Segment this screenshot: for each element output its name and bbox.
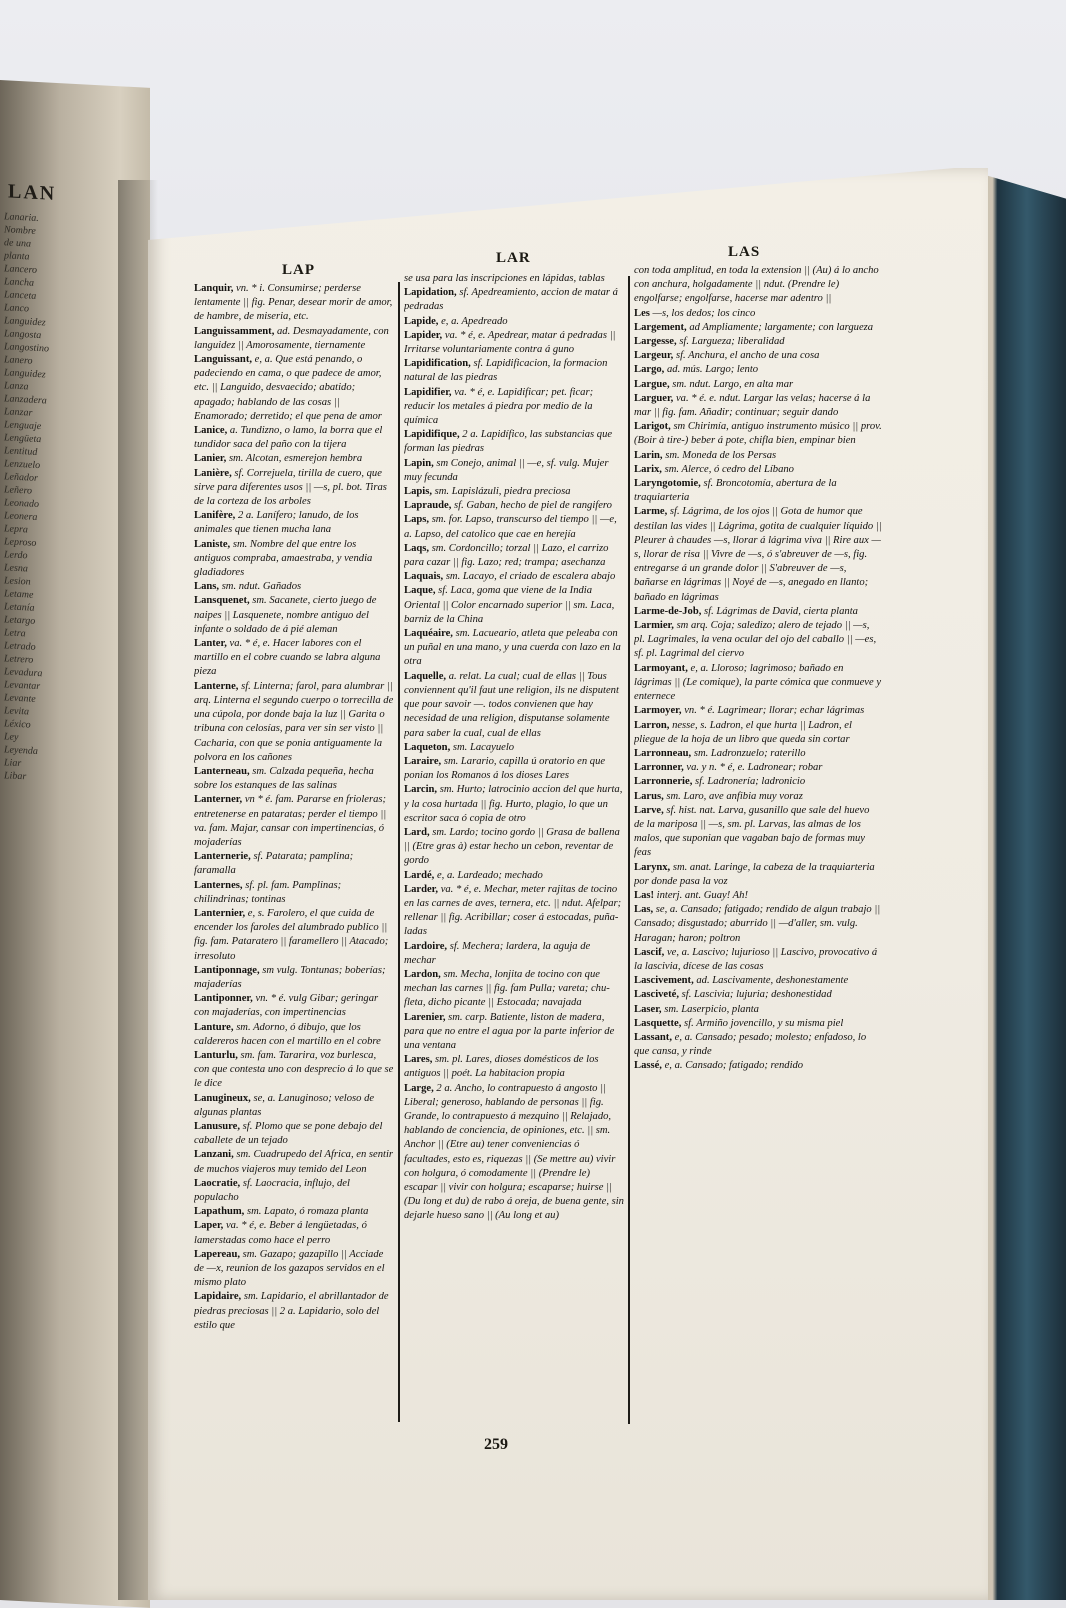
dictionary-entry (634, 1003, 882, 1017)
entry-headword: Lanice, (194, 425, 230, 437)
entry-definition: sf. Broncotomía, abertura de la traquiarteria (634, 478, 837, 504)
entry-headword: Larme-de-Job, (634, 605, 705, 617)
entry-headword: Lanier, (194, 453, 229, 465)
entry-headword: Lanterneau, (194, 765, 253, 777)
dictionary-entry (404, 329, 624, 357)
column-header-las: LAS (728, 244, 761, 260)
entry-definition: e, a. Lloroso; lagrimoso; bañado en lágrimas || (Le comique), la parte cómica que conmueve y enternece (634, 662, 882, 703)
dictionary-entry (404, 1011, 624, 1054)
entry-headword: Languissant, (194, 354, 255, 366)
entry-definition: sm. pl. Lares, dioses domésticos de los antiguos || poét. La habitacion propia (404, 1054, 599, 1080)
entry-headword: Lanusure, (194, 1120, 243, 1132)
entry-definition: sm. for. Lapso, transcurso del tiempo || —e, a. Lapso, del catolico que cae en herejía (404, 514, 617, 540)
entry-headword: Lardon, (404, 968, 444, 980)
entry-definition: sm. Lacayuelo (452, 741, 515, 753)
dictionary-entry (634, 378, 882, 392)
dictionary-entry (404, 741, 624, 755)
entry-headword: Lanter, (194, 638, 230, 650)
entry-definition: se, a. Cansado; fatigado; rendido de algun trabajo || Cansado; disgustado; aburrido || —d'aller, sm. vulg. Haragan; haron; poltron (634, 904, 881, 944)
entry-definition: sm Conejo, animal || —e, sf. vulg. Mujer muy fecunda (404, 457, 609, 483)
entry-headword: Lasciveté, (634, 989, 682, 1001)
dictionary-entry (634, 662, 882, 705)
entry-headword: Larcin, (404, 784, 440, 796)
dictionary-entry (634, 335, 882, 349)
entry-definition: sf. Plomo que se pone debajo del caballete de un tejado (194, 1120, 383, 1147)
entry-headword: Lapraude, (404, 500, 455, 512)
dictionary-entry (404, 386, 624, 429)
entry-headword: Lascif, (634, 946, 667, 958)
dictionary-entry (194, 424, 394, 452)
entry-headword: Lapidifique, (404, 429, 463, 441)
entry-definition: sm. Alcotan, esmerejon hembra (228, 453, 363, 465)
dictionary-entry (194, 1049, 394, 1092)
entry-definition: sf. Patarata; pamplina; faramalla (194, 851, 354, 877)
dictionary-entry (634, 861, 882, 889)
entry-definition: sf. Anchura, el ancho de una cosa (675, 350, 820, 362)
dictionary-entry (404, 826, 624, 869)
entry-definition: sm. Mecha, lonjita de tocino con que mechan las carnes || fig. fam Pulla; vareta; chufleta, dicho picante || Estocada; navajada (404, 968, 610, 1009)
dictionary-entry (194, 538, 394, 581)
entry-definition: sf. Lascivia; lujuria; deshonestidad (681, 989, 832, 1001)
entry-definition: sf. Gaban, hecho de piel de rangifero (454, 500, 612, 512)
dictionary-entry (634, 761, 882, 775)
entry-headword: Lanière, (194, 467, 235, 479)
entry-definition: sm. Lacueario, atleta que peleaba con un puñal en una mano, y una cuerda con lazo en la otra (404, 628, 621, 668)
dictionary-entry (194, 1177, 394, 1205)
dictionary-column-lar (404, 272, 624, 1424)
entry-definition: vn * é. fam. Pararse en frioleras; entretenerse en pataratas; perder el tiempo || va. fam. Majar, cansar con impertinencias, ó mojaderías (194, 794, 387, 848)
entry-definition: sm Chirimía, antiguo instrumento músico || prov. (Boir à tire-) beber á pote, chifla bien, empinar bien (634, 421, 882, 447)
entry-headword: Lanterne, (194, 680, 242, 692)
entry-definition: sm. Ladronzuelo; raterillo (693, 747, 806, 759)
entry-headword: Lapathum, (194, 1206, 247, 1218)
entry-headword: Lanternes, (194, 879, 246, 891)
dictionary-entry (404, 627, 624, 670)
entry-definition: se, a. Lanuginoso; veloso de algunas plantas (194, 1092, 375, 1118)
dictionary-entry (404, 457, 624, 485)
dictionary-entry (194, 1290, 394, 1333)
entry-definition: 2 a. Ancho, lo contrapuesto á angosto || Liberal; generoso, hablando de personas || fig. Grande, lo contrapuesto á mezquino || Relajado, hablando de conciencia, de opiniones, etc. || sm. Anchor || (Etre au) tener conveniencias ó facultades, esto es, riquezas || (Se mettre au) vivir con holgura, ó comodamente || (Prendre le) escapar || vivir con holgura; escaparse; huirse || (Du long et du) de rabo á oreja, de buena gente, sin dejarle hueso sano || (Au long et au) (404, 1082, 624, 1222)
entry-definition: sm. Moneda de los Persas (665, 449, 777, 461)
entry-definition: sf. Laca, goma que viene de la India Oriental || Color encarnado superior || sm. Laca, barniz de la China (404, 585, 615, 625)
dictionary-entry (194, 879, 394, 907)
entry-definition: sm. Laserpicio, planta (664, 1003, 759, 1015)
entry-definition: 2 a. Lapidífico, las substancias que forman las piedras (404, 429, 613, 455)
entry-definition: e, a. Lardeado; mechado (436, 869, 543, 881)
dictionary-entry (634, 605, 882, 619)
dictionary-entry (404, 286, 624, 314)
entry-headword: Lares, (404, 1054, 435, 1066)
dictionary-entry (634, 1017, 882, 1031)
entry-headword: Lantiponnage, (194, 964, 263, 976)
entry-definition: sm. anat. Laringe, la cabeza de la traquiarteria por donde pasa la voz (634, 861, 875, 887)
dictionary-entry (634, 307, 882, 321)
column-rule-1 (398, 282, 400, 1422)
left-page-text: Lanaria. Nombre de una planta Lancero Lancha Lanceta Lanco Languidez Langosta Langostino Lanero Languidez Lanza Lanzadera Lanzar Lenguaje Lengüeta Lentitud Lenzuelo Leñador Leñero Leonado Leonera Lepra Leproso Lerdo Lesna Lesion Letame Letanía Letargo Letra Letrado Letrero Levadura Levantar Levante Levita Léxico Ley Leyenda Liar Libar (4, 211, 50, 783)
entry-definition: sm. Lapato, ó romaza planta (246, 1206, 369, 1218)
entry-headword: Lapidaire, (194, 1291, 244, 1303)
entry-headword: Lard, (404, 826, 433, 838)
entry-definition: va. * é, e. Hacer labores con el martillo en el cobre cuando se labra alguna pieza (194, 638, 381, 678)
entry-definition: sm. Lapidario, el abrillantador de piedras preciosas || 2 a. Lapidario, solo del estilo que (194, 1291, 389, 1331)
dictionary-entry (194, 793, 394, 850)
entry-definition: sm. Lacayo, el criado de escalera abajo (445, 571, 616, 583)
entry-definition: con toda amplitud, en toda la extension || (Au) á lo ancho con anchura, holgadamente || ndut. (Prendre le) engolfarse; engolfarse, hacerse mar adentro || (634, 265, 879, 305)
entry-definition: va. * é, e. Beber á lengüetadas, ó lamerstadas como hace el perro (194, 1220, 367, 1246)
entry-headword: Laraire, (404, 755, 444, 767)
entry-headword: Laryngotomie, (634, 478, 704, 490)
entry-headword: Lapidification, (404, 358, 474, 370)
entry-headword: Larronneau, (634, 747, 694, 759)
dictionary-entry (634, 420, 882, 448)
entry-headword: Laper, (194, 1220, 226, 1232)
entry-headword: Laquéaire, (404, 628, 456, 640)
dictionary-entry (194, 452, 394, 466)
entry-headword: Larigot, (634, 421, 674, 433)
dictionary-entry (634, 946, 882, 974)
entry-definition: sm. Larario, capilla ú oratorio en que ponian los Romanos á los dioses Lares (404, 755, 606, 782)
entry-definition: e, a. Cansado; fatigado; rendido (664, 1060, 804, 1072)
entry-headword: Lapidifier, (404, 386, 455, 398)
dictionary-entry (194, 282, 394, 325)
dictionary-entry (634, 775, 882, 789)
entry-headword: Laqs, (404, 542, 432, 554)
dictionary-entry (194, 467, 394, 510)
dictionary-entry (634, 704, 882, 718)
dictionary-entry (404, 940, 624, 968)
entry-headword: Larus, (634, 790, 667, 802)
entry-headword: Larin, (634, 449, 666, 461)
dictionary-entry (404, 670, 624, 741)
entry-definition: vn. * é. vulg Gibar; geringar con majaderías, con impertinencias (194, 993, 379, 1019)
entry-headword: Largeur, (634, 350, 676, 362)
entry-definition: sf. Armiño jovencillo, y su misma piel (684, 1017, 844, 1029)
entry-definition: va. * é, e. Mechar, meter rajitas de tocino en las carnes de aves, ternera, etc. || ndut. Afelpar; rellenar || fig. Acribillar; coser á estocadas, puñaladas (404, 883, 622, 938)
dictionary-entry (634, 349, 882, 363)
entry-headword: Larder, (404, 883, 441, 895)
entry-definition: sm. Laro, ave anfibia muy voraz (666, 790, 803, 802)
dictionary-entry (194, 580, 394, 594)
entry-definition: sf. Apedreamiento, accion de matar á pedradas (404, 287, 618, 313)
entry-headword: Lapider, (404, 329, 445, 341)
column-header-lap: LAP (282, 262, 315, 278)
entry-definition: sf. hist. nat. Larva, gusanillo que sale del huevo de la mariposa || —s, sm. pl. Larvas, las almas de los malos, que suponian que vagaban bajo de formas muy feas (634, 804, 870, 859)
dictionary-entry (194, 1248, 394, 1291)
entry-definition: sm. Calzada pequeña, hecha sobre los estanques de las salinas (194, 765, 374, 792)
entry-headword: Laque, (404, 585, 439, 597)
entry-definition: ad. Lascivamente, deshonestamente (696, 975, 849, 987)
dictionary-entry (404, 315, 624, 329)
dictionary-entry (194, 1021, 394, 1049)
dictionary-entry (634, 321, 882, 335)
entry-definition: e, s. Farolero, el que cuida de encender los faroles del alumbrado publico || fig. fam. Pataratero || faramellero || Atacado; irresoluto (194, 907, 389, 962)
dictionary-entry (194, 1120, 394, 1148)
dictionary-entry (404, 883, 624, 940)
dictionary-entry (404, 584, 624, 627)
entry-headword: Laquelle, (404, 670, 449, 682)
entry-headword: Lapidation, (404, 287, 460, 299)
entry-headword: Laps, (404, 514, 432, 526)
entry-definition: sf. Mechera; lardera, la aguja de mechar (404, 940, 591, 966)
entry-definition: vn. * i. Consumirse; perderse lentamente || fig. Penar, desear morir de amor, de hambre, de miseria, etc. (194, 283, 393, 323)
entry-headword: Laser, (634, 1003, 665, 1015)
entry-headword: Largue, (634, 378, 673, 390)
dictionary-entry (634, 463, 882, 477)
entry-headword: Larguer, (634, 392, 676, 404)
entry-definition: sm. ndut. Largo, en alta mar (672, 378, 794, 390)
dictionary-entry (404, 968, 624, 1011)
entry-definition: sf. pl. fam. Pamplinas; chilindrinas; tontinas (194, 879, 342, 905)
dictionary-entry (194, 637, 394, 680)
entry-definition: sf. Linterna; farol, para alumbrar || arq. Linterna el segundo cuerpo o torrecilla de una cúpola, por donde baja la luz || Garita o tribuna con celosías, para ver sin ser visto || Cacharia, con que se ponia antiguamente la polvora en los cañones (194, 680, 394, 763)
dictionary-entry (404, 513, 624, 541)
entry-headword: Lascivement, (634, 975, 697, 987)
entry-headword: Larronner, (634, 762, 687, 774)
entry-headword: Las, (634, 904, 656, 916)
entry-definition: sf. Lapidificacion, la formacion natural de las piedras (404, 358, 608, 384)
dictionary-entry (634, 903, 882, 946)
entry-headword: Lanture, (194, 1021, 237, 1033)
entry-headword: Larmoyant, (634, 662, 691, 674)
dictionary-entry (194, 850, 394, 878)
dictionary-entry (194, 509, 394, 537)
entry-headword: Lansquenet, (194, 595, 253, 607)
entry-headword: Lanternier, (194, 907, 248, 919)
left-page-header: LAN (8, 180, 57, 205)
dictionary-entry (194, 353, 394, 424)
entry-definition: sm. Cuadrupedo del Africa, en sentir de muchos viajeros muy temido del Leon (194, 1149, 394, 1175)
dictionary-entry (634, 477, 882, 505)
dictionary-entry (634, 974, 882, 988)
entry-definition: sm arq. Coja; saledizo; alero de tejado || —s, pl. Lagrimales, la vena ocular del ojo del caballo || —es, sf. pl. Lagrimal del ciervo (634, 620, 877, 660)
entry-definition: sm. Lapislázuli, piedra preciosa (434, 486, 571, 498)
dictionary-entry (634, 889, 882, 903)
entry-definition: va. * é, e. Lapidificar; pet. ficar; reducir los metales á piedra por medio de la química (404, 386, 594, 427)
entry-headword: Lanugineux, (194, 1092, 254, 1104)
entry-headword: Lassé, (634, 1060, 665, 1072)
dictionary-entry (194, 594, 394, 637)
entry-headword: Lanquir, (194, 283, 237, 294)
dictionary-entry (404, 499, 624, 513)
entry-definition: sm. fam. Tararira, voz burlesca, con que contesta uno con desprecio á lo que se le dice (194, 1049, 394, 1090)
entry-headword: Larenier, (404, 1011, 449, 1023)
entry-definition: va. * é. e. ndut. Largar las velas; hacerse á la mar || fig. fam. Añadir; continuar; seguir dando (634, 392, 871, 419)
entry-definition: sm. Cordoncillo; torzal || Lazo, el carrizo para cazar || fig. Lazo; red; trampa; asechanza (404, 542, 609, 569)
entry-headword: Larmoyer, (634, 705, 685, 717)
entry-definition: va. * é, e. Apedrear, matar á pedradas || Irritarse voluntariamente contra á guno (404, 329, 616, 356)
dictionary-entry (634, 392, 882, 420)
entry-definition: va. y n. * é, e. Ladronear; robar (686, 762, 823, 774)
entry-headword: Lanturlu, (194, 1049, 241, 1061)
entry-definition: sm. carp. Batiente, liston de madera, para que no entre el agua por la parte inferior de una ventana (404, 1011, 615, 1051)
entry-headword: Lans, (194, 581, 222, 593)
entry-headword: Lanifère, (194, 510, 238, 522)
dictionary-entry (404, 1082, 624, 1224)
entry-headword: Larmier, (634, 620, 677, 632)
dictionary-entry (194, 765, 394, 793)
entry-definition: sf. Largueza; liberalidad (679, 336, 785, 348)
entry-headword: Les (634, 307, 653, 319)
entry-definition: sm. Hurto; latrocinio accion del que hurta, y la cosa hurtada || fig. Hurto, plagio, lo que un escritor saca ó copia de otro (404, 784, 623, 824)
entry-headword: Laqueton, (404, 741, 453, 753)
dictionary-entry (194, 1219, 394, 1247)
entry-headword: Laniste, (194, 538, 233, 550)
page-number: 259 (484, 1436, 508, 1453)
dictionary-entry (634, 619, 882, 662)
entry-definition: sm. Sacanete, cierto juego de naipes || Lasquenete, nombre antiguo del infante o soldado de á pié aleman (194, 595, 377, 635)
entry-headword: Largesse, (634, 336, 680, 348)
entry-definition: a. Tundizno, o lamo, la borra que el tundidor saca del paño con la tijera (194, 425, 383, 451)
entry-definition: —s, los dedos; los cinco (652, 307, 756, 319)
entry-headword: Largo, (634, 364, 667, 376)
entry-headword: Large, (404, 1082, 437, 1094)
entry-headword: Lanternerie, (194, 851, 254, 863)
entry-headword: Larme, (634, 506, 670, 518)
entry-definition: sm. Gazapo; gazapillo || Acciade de —x, reunion de los gazapos servidos en el mismo plato (194, 1248, 385, 1289)
entry-headword: Lanzani, (194, 1149, 237, 1161)
dictionary-entry (634, 449, 882, 463)
dictionary-entry (634, 1059, 882, 1073)
entry-headword: Lantiponner, (194, 993, 256, 1005)
entry-definition: ad. Desmayadamente, con languidez || Amorosamente, tiernamente (194, 325, 389, 351)
dictionary-entry (634, 264, 882, 307)
entry-definition: se usa para las inscripciones en lápidas, tablas (404, 273, 605, 284)
entry-headword: Larix, (634, 463, 665, 475)
dictionary-entry (634, 988, 882, 1002)
column-header-lar: LAR (496, 250, 531, 266)
entry-definition: ad. mús. Largo; lento (666, 364, 759, 376)
entry-definition: interj. ant. Guay! Ah! (656, 889, 748, 901)
dictionary-entry (194, 680, 394, 765)
entry-headword: Larronnerie, (634, 776, 696, 788)
entry-definition: e, a. Cansado; pesado; molesto; enfadoso, lo que cansa, y rinde (634, 1031, 867, 1058)
entry-definition: a. relat. La cual; cual de ellas || Tous conviennent qu'il faut une religion, ils ne disputent que pour savoir —. todos convienen que hay necesidad de una religion, disputanse solamente para saber la cual, cual de ellas (404, 670, 619, 739)
dictionary-entry (404, 783, 624, 826)
dictionary-entry (634, 790, 882, 804)
entry-definition: nesse, s. Ladron, el que hurta || Ladron, el pliegue de la hoja de un libro que queda sin cortar (634, 719, 852, 745)
dictionary-entry (404, 570, 624, 584)
dictionary-entry (404, 272, 624, 286)
dictionary-entry (404, 869, 624, 883)
entry-definition: sf. Ladronería; ladronicio (695, 776, 806, 788)
entry-headword: Larve, (634, 804, 667, 816)
entry-definition: 2 a. Lanífero; lanudo, de los animales que tienen mucha lana (194, 510, 359, 536)
entry-headword: Largement, (634, 321, 690, 333)
entry-headword: Lassant, (634, 1031, 675, 1043)
entry-headword: Lapereau, (194, 1248, 243, 1260)
entry-definition: sf. Lágrimas de David, cierta planta (704, 605, 858, 617)
dictionary-entry (404, 485, 624, 499)
entry-headword: Lapide, (404, 315, 442, 327)
dictionary-entry (194, 325, 394, 353)
dictionary-entry (194, 1205, 394, 1219)
dictionary-entry (404, 542, 624, 570)
entry-definition: sf. Lágrima, de los ojos || Gota de humor que destilan las vides || Lágrima, gotita de cualquier líquido || Pleurer à chaudes —s, llorar á lágrima viva || Rire aux —s, llorar de risa || Vivre de —s, ó s'abreuver de —s, fig. entregarse á un grande dolor || S'abreuver de —s, bañarse en lágrimas || Noyé de —s, anegado en llanto; bañado en lágrimas (634, 506, 882, 603)
entry-definition: ad Ampliamente; largamente; con largueza (689, 321, 874, 333)
entry-headword: Lanterner, (194, 794, 245, 806)
dictionary-column-las (634, 264, 882, 1436)
dictionary-entry (194, 992, 394, 1020)
dictionary-entry (404, 357, 624, 385)
dictionary-entry (634, 1031, 882, 1059)
entry-definition: sm vulg. Tontunas; boberías; majaderías (194, 964, 386, 990)
entry-definition: sm. Adorno, ó dibujo, que los caldereros hacen con el martillo en el cobre (194, 1021, 381, 1047)
dictionary-column-lap (194, 282, 394, 1422)
dictionary-entry (404, 1053, 624, 1081)
entry-definition: sm. ndut. Gañados (221, 581, 302, 593)
entry-headword: Lapis, (404, 486, 435, 498)
dictionary-entry (194, 964, 394, 992)
entry-definition: vn. * é. Lagrimear; llorar; echar lágrimas (684, 705, 865, 717)
dictionary-entry (194, 1148, 394, 1176)
dictionary-entry (404, 755, 624, 783)
dictionary-entry (634, 719, 882, 747)
entry-headword: Larron, (634, 719, 673, 731)
entry-headword: Laquais, (404, 571, 446, 583)
entry-headword: Lasquette, (634, 1017, 685, 1029)
dictionary-entry (634, 747, 882, 761)
dictionary-entry (634, 363, 882, 377)
entry-headword: Larynx, (634, 861, 673, 873)
entry-definition: sf. Laocracia, influjo, del populacho (194, 1177, 350, 1203)
dictionary-entry (634, 505, 882, 604)
entry-headword: Lardé, (404, 869, 437, 881)
dictionary-entry (404, 428, 624, 456)
entry-definition: sm. Nombre del que entre los antiguos compraba, amaestraba, y vendia gladiadores (194, 538, 373, 579)
entry-headword: Lapin, (404, 457, 437, 469)
dictionary-entry (194, 907, 394, 964)
entry-headword: Laocratie, (194, 1177, 243, 1189)
entry-definition: e, a. Apedreado (441, 315, 508, 327)
dictionary-entry (634, 804, 882, 861)
entry-definition: e, a. Que está penando, o padeciendo en cama, o que padece de amor, etc. || Languido, desvaecido; abatido; apagado; hablando de las cosas || Enamorado; derretido; el que pena de amor (194, 354, 382, 422)
dictionary-entry (194, 1092, 394, 1120)
entry-definition: sm. Lardo; tocino gordo || Grasa de ballena || (Etre gras à) estar hecho un cebon, reventar de gordo (404, 826, 620, 867)
entry-definition: sf. Correjuela, tirilla de cuero, que sirve para diferentes usos || —s, pl. bot. Tiras de la corteza de los arboles (194, 467, 387, 508)
entry-headword: Las! (634, 889, 657, 901)
entry-definition: ve, a. Lascivo; lujurioso || Lascivo, provocativo á la lascivia, dícese de las cosas (634, 946, 878, 972)
entry-headword: Lardoire, (404, 940, 450, 952)
entry-definition: sm. Alerce, ó cedro del Líbano (664, 463, 794, 475)
entry-headword: Languissamment, (194, 325, 277, 337)
column-rule-2 (628, 276, 630, 1424)
